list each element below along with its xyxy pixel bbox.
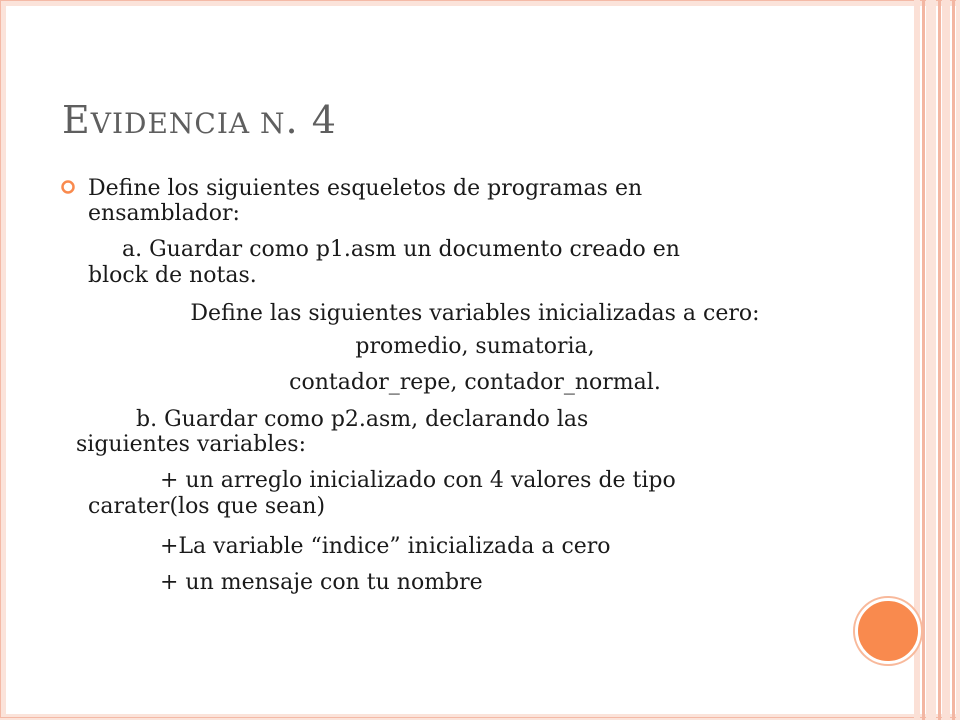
- text-line: block de notas.: [88, 263, 257, 288]
- text-line: + un arreglo inicializado con 4 valores de tipo: [160, 468, 676, 493]
- text-line: ensamblador:: [88, 201, 240, 226]
- text-line: b. Guardar como p2.asm, declarando las: [136, 407, 589, 432]
- text-line: carater(los que sean): [88, 494, 326, 519]
- text-line: siguientes variables:: [76, 432, 307, 457]
- text-line: +La variable “indice” inicializada a cero: [160, 534, 611, 559]
- text-line: Define las siguientes variables inicializadas a cero:: [190, 301, 760, 326]
- text-line: Define los siguientes esqueletos de programas en: [88, 176, 643, 201]
- text-line: contador_repe, contador_normal.: [289, 370, 661, 395]
- title-smallcaps: VIDENCIA N: [90, 107, 286, 140]
- text-line: a. Guardar como p1.asm un documento creado en: [122, 237, 680, 262]
- title-tail: . 4: [285, 98, 337, 142]
- title-initial: E: [62, 98, 91, 142]
- text-line: + un mensaje con tu nombre: [160, 570, 483, 595]
- text-line: promedio, sumatoria,: [355, 334, 595, 359]
